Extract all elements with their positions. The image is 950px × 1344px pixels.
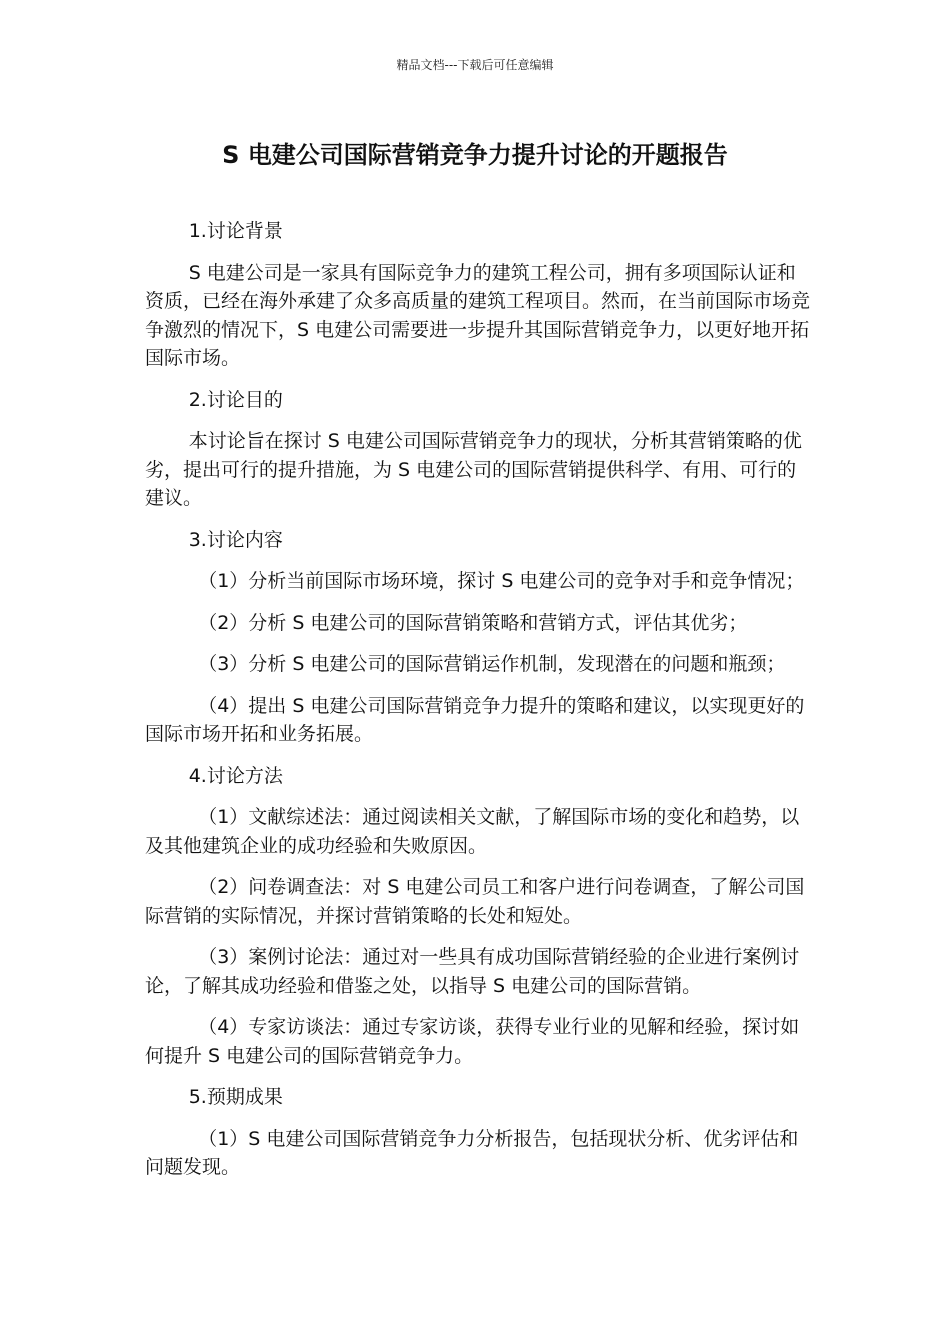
method-item-2: （2）问卷调查法：对 S 电建公司员工和客户进行问卷调查，了解公司国际营销的实际情况，并探讨营销策略的长处和短处。 (145, 876, 805, 927)
page-header: 精品文档---下载后可任意编辑 (396, 58, 554, 72)
content-item-2: （2）分析 S 电建公司的国际营销策略和营销方式，评估其优劣； (198, 611, 748, 634)
section-heading-methods: 4.讨论方法 (188, 764, 283, 787)
section-heading-background: 1.讨论背景 (188, 220, 283, 242)
method-item-3: （3）案例讨论法：通过对一些具有成功国际营销经验的企业进行案例讨论，了解其成功经验和借鉴之处，以指导 S 电建公司的国际营销。 (145, 946, 800, 997)
section-heading-purpose: 2.讨论目的 (188, 388, 283, 411)
document-title: S 电建公司国际营销竞争力提升讨论的开题报告 (222, 141, 728, 169)
method-item-4: （4）专家访谈法：通过专家访谈，获得专业行业的见解和经验，探讨如何提升 S 电建公司的国际营销竞争力。 (145, 1016, 800, 1067)
purpose-paragraph: 本讨论旨在探讨 S 电建公司国际营销竞争力的现状，分析其营销策略的优劣，提出可行的提升措施，为 S 电建公司的国际营销提供科学、有用、可行的建议。 (145, 430, 802, 509)
content-item-4: （4）提出 S 电建公司国际营销竞争力提升的策略和建议，以实现更好的国际市场开拓和业务拓展。 (145, 694, 805, 745)
document-body (145, 217, 813, 1195)
content-item-3: （3）分析 S 电建公司的国际营销运作机制，发现潜在的问题和瓶颈； (198, 653, 786, 675)
section-heading-outcomes: 5.预期成果 (188, 1086, 283, 1108)
outcome-item-1: （1）S 电建公司国际营销竞争力分析报告，包括现状分析、优劣评估和问题发现。 (145, 1127, 799, 1178)
background-paragraph: S 电建公司是一家具有国际竞争力的建筑工程公司，拥有多项国际认证和资质，已经在海外承建了众多高质量的建筑工程项目。然而，在当前国际市场竞争激烈的情况下，S 电建公司需要进一步提升其国际营销竞争力，以更好地开拓国际市场。 (145, 261, 811, 369)
section-heading-content: 3.讨论内容 (188, 528, 283, 551)
method-item-1: （1）文献综述法：通过阅读相关文献，了解国际市场的变化和趋势，以及其他建筑企业的成功经验和失败原因。 (145, 806, 800, 857)
content-item-1: （1）分析当前国际市场环境，探讨 S 电建公司的竞争对手和竞争情况； (198, 570, 805, 592)
